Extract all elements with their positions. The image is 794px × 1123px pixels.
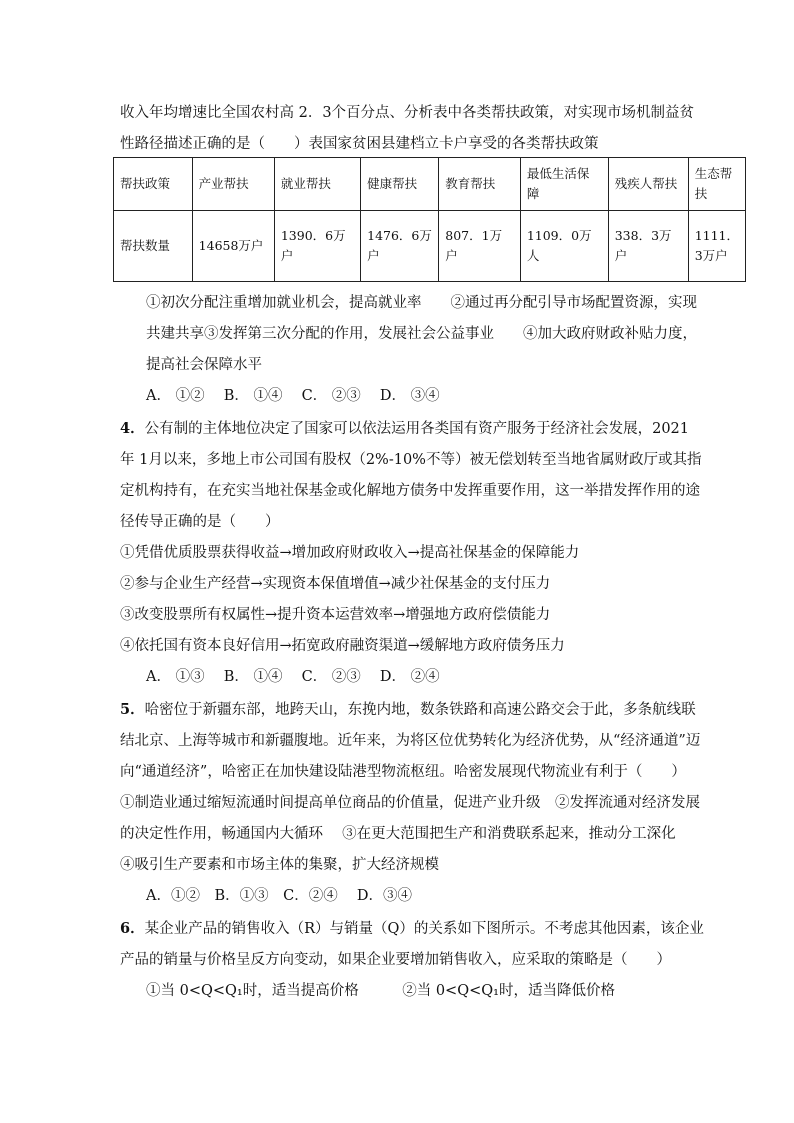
table-cell: 338．3万户: [608, 211, 688, 282]
table-cell: 教育帮扶: [439, 158, 521, 211]
q6-stem-line-1: 6．某企业产品的销售收入（R）与销量（Q）的关系如下图所示。不考虑其他因素，该企业: [120, 920, 704, 937]
q5-option-line-3: ④吸引生产要素和市场主体的集聚，扩大经济规模: [120, 857, 439, 873]
q5-number: 5．: [120, 701, 145, 718]
table-cell: 生态帮扶: [688, 158, 745, 211]
q3-option-line-2: 共建共享③发挥第三次分配的作用，发展社会公益事业 ④加大政府财政补贴力度，: [146, 326, 697, 342]
intro-line-2: 性路径描述正确的是（ ）表国家贫困县建档立卡户享受的各类帮扶政策: [120, 136, 599, 152]
q5-stem-line-2: 结北京、上海等城市和新疆腹地。近年来，为将区位优势转化为经济优势，从“经济通道”迈: [120, 733, 701, 749]
q6-stem-line-2: 产品的销量与价格呈反方向变动，如果企业要增加销售收入，应采取的策略是（ ）: [120, 952, 671, 968]
q4-stem-line-4: 径传导正确的是（ ）: [120, 514, 280, 530]
q4-option-3: ③改变股票所有权属性→提升资本运营效率→增强地方政府偿债能力: [120, 607, 551, 623]
table-cell: 产业帮扶: [192, 158, 274, 211]
q5-stem-line-3: 向“通道经济”，哈密正在加快建设陆港型物流枢纽。哈密发展现代物流业有利于（ ）: [120, 764, 686, 780]
table-cell: 就业帮扶: [274, 158, 360, 211]
q3-option-line-1: ①初次分配注重增加就业机会，提高就业率 ②通过再分配引导市场配置资源，实现: [146, 295, 697, 311]
table-header-row: [114, 158, 746, 211]
q5-stem-line-1: 5．哈密位于新疆东部，地跨天山，东挽内地，数条铁路和高速公路交会于此，多条航线联: [120, 701, 696, 718]
table-cell: 残疾人帮扶: [608, 158, 688, 211]
q4-stem-line-1: 4．公有制的主体地位决定了国家可以依法运用各类国有资产服务于经济社会发展，2021: [120, 420, 689, 437]
table-cell: 1111．3万户: [688, 211, 745, 282]
table-cell: 1390．6万户: [274, 211, 360, 282]
table-cell: 807．1万户: [439, 211, 521, 282]
table-cell: 14658万户: [192, 211, 274, 282]
table-cell: 帮扶政策: [114, 158, 193, 211]
table-cell: 健康帮扶: [361, 158, 439, 211]
table-cell: 1109．0万人: [520, 211, 608, 282]
q3-answer-choices: A． ①② B． ①④ C． ②③ D． ③④: [146, 388, 440, 404]
table-data-row: [114, 211, 746, 282]
q4-option-1: ①凭借优质股票获得收益→增加政府财政收入→提高社保基金的保障能力: [120, 545, 580, 561]
table-cell: 1476．6万户: [361, 211, 439, 282]
table-cell: 帮扶数量: [114, 211, 193, 282]
q3-option-line-3: 提高社会保障水平: [146, 357, 262, 373]
q4-stem-line-3: 定机构持有，在充实当地社保基金或化解地方债务中发挥重要作用，这一举措发挥作用的途: [120, 483, 700, 499]
intro-line-1: 收入年均增速比全国农村高 2．3个百分点、分析表中各类帮扶政策，对实现市场机制益贫: [120, 105, 695, 121]
q5-option-line-2: 的决定性作用，畅通国内大循环 ③在更大范围把生产和消费联系起来，推动分工深化: [120, 826, 676, 842]
q6-number: 6．: [120, 920, 145, 937]
q6-option-line: ①当 0<Q<Q₁时，适当提高价格 ②当 0<Q<Q₁时，适当降低价格: [146, 983, 615, 999]
q4-stem-line-2: 年 1月以来，多地上市公司国有股权（2%-10%不等）被无偿划转至当地省属财政厅或其指: [120, 452, 702, 468]
assistance-policy-table: [113, 157, 746, 282]
q5-answer-choices: A．①② B．①③ C．②④ D．③④: [146, 888, 412, 904]
q4-number: 4．: [120, 420, 145, 437]
table-cell: 最低生活保障: [520, 158, 608, 211]
q4-option-4: ④依托国有资本良好信用→拓宽政府融资渠道→缓解地方政府债务压力: [120, 638, 565, 654]
q4-option-2: ②参与企业生产经营→实现资本保值增值→减少社保基金的支付压力: [120, 576, 551, 592]
q4-answer-choices: A． ①③ B． ①④ C． ②③ D． ②④: [146, 669, 440, 685]
q5-option-line-1: ①制造业通过缩短流通时间提高单位商品的价值量，促进产业升级 ②发挥流通对经济发展: [120, 795, 700, 811]
